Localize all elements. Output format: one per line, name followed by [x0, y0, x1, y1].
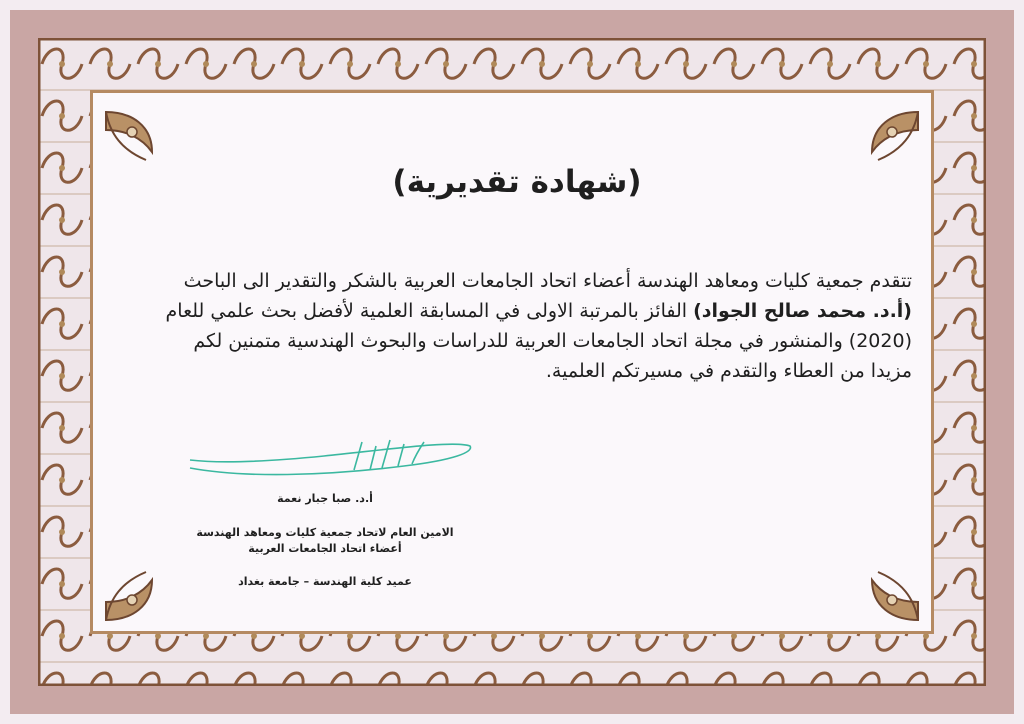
signatory-role	[180, 525, 470, 557]
signatory-dean: عميد كلية الهندسة – جامعة بغداد	[238, 575, 412, 588]
body-line-2-text: الفائز بالمرتبة الاولى في المسابقة العلمية لأفضل بحث علمي للعام	[165, 300, 694, 322]
certificate-body	[122, 266, 912, 386]
certificate-title: (شهادة تقديرية)	[392, 164, 642, 200]
corner-ornament-icon	[102, 564, 162, 624]
signatory-block	[180, 492, 470, 588]
signatory-role-line-2: أعضاء اتحاد الجامعات العربية	[248, 542, 402, 555]
signatory-name: أ.د. صبا جبار نعمة	[277, 492, 373, 505]
body-line-1: تتقدم جمعية كليات ومعاهد الهندسة أعضاء اتحاد الجامعات العربية بالشكر والتقدير الى الباحث	[183, 270, 912, 292]
body-line-2	[122, 296, 912, 326]
corner-ornament-icon	[862, 564, 922, 624]
body-line-3: (2020) والمنشور في مجلة اتحاد الجامعات العربية للدراسات والبحوث الهندسية متمنين لكم	[193, 330, 912, 352]
researcher-name: (أ.د. محمد صالح الجواد)	[693, 300, 912, 322]
handwritten-signature	[184, 430, 484, 500]
body-line-4: مزيدا من العطاء والتقدم في مسيرتكم العلمية.	[545, 360, 912, 382]
signatory-role-line-1: الامين العام لاتحاد جمعية كليات ومعاهد الهندسة	[196, 526, 454, 539]
certificate-content	[122, 150, 912, 386]
